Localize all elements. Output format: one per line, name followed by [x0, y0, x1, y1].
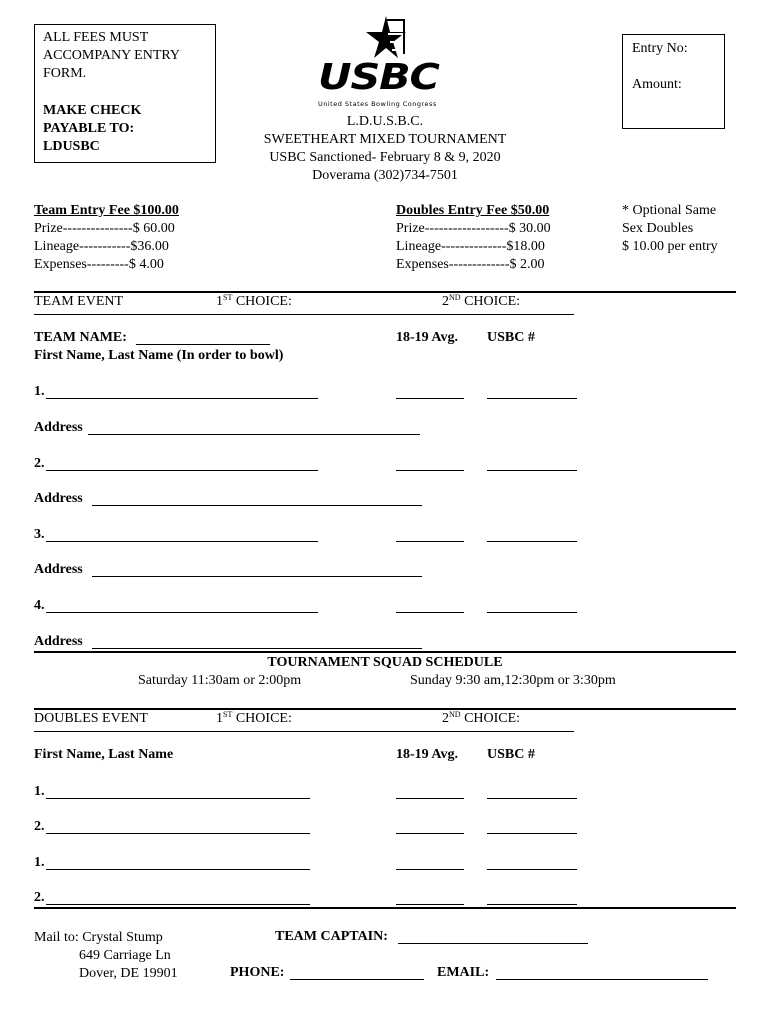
usbc-logo	[316, 14, 456, 108]
bowler-avg-field[interactable]	[396, 869, 464, 870]
bowler-name-field[interactable]	[46, 470, 318, 471]
team-captain-field[interactable]	[398, 943, 588, 944]
bowler-number: 2.	[34, 456, 45, 471]
team-fee-title: Team Entry Fee $100.00	[34, 203, 179, 218]
address-field[interactable]	[88, 434, 420, 435]
optional-line-1: * Optional Same	[622, 203, 717, 218]
doubles-event-label: DOUBLES EVENT	[34, 711, 148, 726]
bowler-avg-field[interactable]	[396, 833, 464, 834]
squad-saturday: Saturday 11:30am or 2:00pm	[138, 673, 302, 688]
bowler-usbc-field[interactable]	[487, 904, 577, 905]
bowler-name-field[interactable]	[46, 612, 318, 613]
bowler-usbc-field[interactable]	[487, 798, 577, 799]
bowler-avg-field[interactable]	[396, 398, 464, 399]
divider	[34, 651, 736, 653]
bowler-name-field[interactable]	[46, 398, 318, 399]
doubles-choice-2[interactable]: 2ND CHOICE:	[442, 710, 521, 726]
usbc-header: USBC #	[487, 330, 535, 345]
fees-notice-box	[34, 24, 216, 163]
bowler-number: 2.	[34, 890, 45, 905]
doubles-fees	[396, 202, 551, 274]
optional-line-3: $ 10.00 per entry	[622, 239, 718, 254]
logo-text: USBC	[318, 57, 439, 98]
bowler-number: 1.	[34, 384, 45, 399]
bowler-name-field[interactable]	[46, 833, 310, 834]
team-fee-expenses: Expenses---------$ 4.00	[34, 257, 164, 272]
doubles-fee-lineage: Lineage--------------$18.00	[396, 239, 545, 254]
team-fee-lineage: Lineage-----------$36.00	[34, 239, 169, 254]
phone-label: PHONE:	[230, 965, 285, 980]
bowler-number: 2.	[34, 819, 45, 834]
bowler-usbc-field[interactable]	[487, 869, 577, 870]
logo-subtitle: United States Bowling Congress	[318, 100, 437, 108]
mail-to-city: Dover, DE 19901	[79, 966, 178, 981]
org-name: L.D.U.S.B.C.	[346, 114, 424, 129]
address-label: Address	[34, 634, 83, 649]
team-fees	[34, 202, 179, 274]
email-label: EMAIL:	[437, 965, 490, 980]
entry-no-label: Entry No:	[632, 41, 688, 56]
team-captain-label: TEAM CAPTAIN:	[275, 929, 388, 944]
bowler-number: 4.	[34, 598, 45, 613]
team-choice-2[interactable]: 2ND CHOICE:	[442, 293, 521, 309]
fees-line-2: ACCOMPANY ENTRY	[43, 48, 181, 63]
fees-line-1: ALL FEES MUST	[43, 30, 149, 45]
bowler-usbc-field[interactable]	[487, 470, 577, 471]
fees-line-3: FORM.	[43, 66, 87, 81]
optional-doubles	[622, 202, 718, 256]
check-line-1: MAKE CHECK	[43, 103, 142, 118]
doubles-avg-header: 18-19 Avg.	[396, 747, 458, 762]
avg-header: 18-19 Avg.	[396, 330, 458, 345]
email-field[interactable]	[496, 979, 708, 980]
fees-notice	[43, 29, 180, 83]
doubles-fee-title: Doubles Entry Fee $50.00	[396, 203, 550, 218]
team-choice-1[interactable]: 1ST CHOICE:	[216, 293, 292, 309]
location: Doverama (302)734-7501	[312, 168, 458, 183]
bowler-name-field[interactable]	[46, 798, 310, 799]
check-line-3: LDUSBC	[43, 139, 100, 154]
divider	[34, 907, 736, 909]
bowler-name-field[interactable]	[46, 869, 310, 870]
optional-line-2: Sex Doubles	[622, 221, 694, 236]
doubles-fee-prize: Prize------------------$ 30.00	[396, 221, 551, 236]
team-name-field[interactable]	[136, 344, 270, 345]
tournament-title: SWEETHEART MIXED TOURNAMENT	[263, 132, 507, 147]
names-hint: First Name, Last Name (In order to bowl)	[34, 348, 284, 363]
team-name-label: TEAM NAME:	[34, 330, 127, 345]
bowler-usbc-field[interactable]	[487, 541, 577, 542]
divider	[34, 708, 736, 710]
bowler-avg-field[interactable]	[396, 470, 464, 471]
bowler-avg-field[interactable]	[396, 541, 464, 542]
team-fee-prize: Prize---------------$ 60.00	[34, 221, 175, 236]
bowler-usbc-field[interactable]	[487, 833, 577, 834]
doubles-choice-1[interactable]: 1ST CHOICE:	[216, 710, 292, 726]
address-field[interactable]	[92, 576, 422, 577]
sanction-date: USBC Sanctioned- February 8 & 9, 2020	[269, 150, 501, 165]
address-label: Address	[34, 420, 83, 435]
entry-box	[622, 34, 725, 129]
bowler-usbc-field[interactable]	[487, 398, 577, 399]
check-line-2: PAYABLE TO:	[43, 121, 135, 136]
bowler-avg-field[interactable]	[396, 904, 464, 905]
mail-to-street: 649 Carriage Ln	[79, 948, 171, 963]
doubles-usbc-header: USBC #	[487, 747, 535, 762]
bowler-name-field[interactable]	[46, 541, 318, 542]
bowler-number: 3.	[34, 527, 45, 542]
bowler-number: 1.	[34, 855, 45, 870]
squad-title: TOURNAMENT SQUAD SCHEDULE	[267, 655, 503, 670]
squad-sunday: Sunday 9:30 am,12:30pm or 3:30pm	[410, 673, 616, 688]
bowler-usbc-field[interactable]	[487, 612, 577, 613]
amount-label: Amount:	[632, 77, 682, 92]
address-field[interactable]	[92, 505, 422, 506]
address-label: Address	[34, 491, 83, 506]
doubles-names-hint: First Name, Last Name	[34, 747, 174, 762]
mail-to	[34, 929, 178, 983]
bowler-number: 1.	[34, 784, 45, 799]
check-payable	[43, 102, 141, 156]
bowler-name-field[interactable]	[46, 904, 310, 905]
doubles-fee-expenses: Expenses-------------$ 2.00	[396, 257, 545, 272]
mail-to-name: Mail to: Crystal Stump	[34, 930, 163, 945]
tournament-header	[230, 113, 540, 185]
team-event-label: TEAM EVENT	[34, 294, 124, 309]
address-label: Address	[34, 562, 83, 577]
phone-field[interactable]	[290, 979, 424, 980]
doubles-event-row	[34, 711, 574, 732]
bowler-avg-field[interactable]	[396, 612, 464, 613]
divider	[34, 291, 736, 293]
team-event-row	[34, 294, 574, 315]
address-field[interactable]	[92, 648, 422, 649]
bowler-avg-field[interactable]	[396, 798, 464, 799]
